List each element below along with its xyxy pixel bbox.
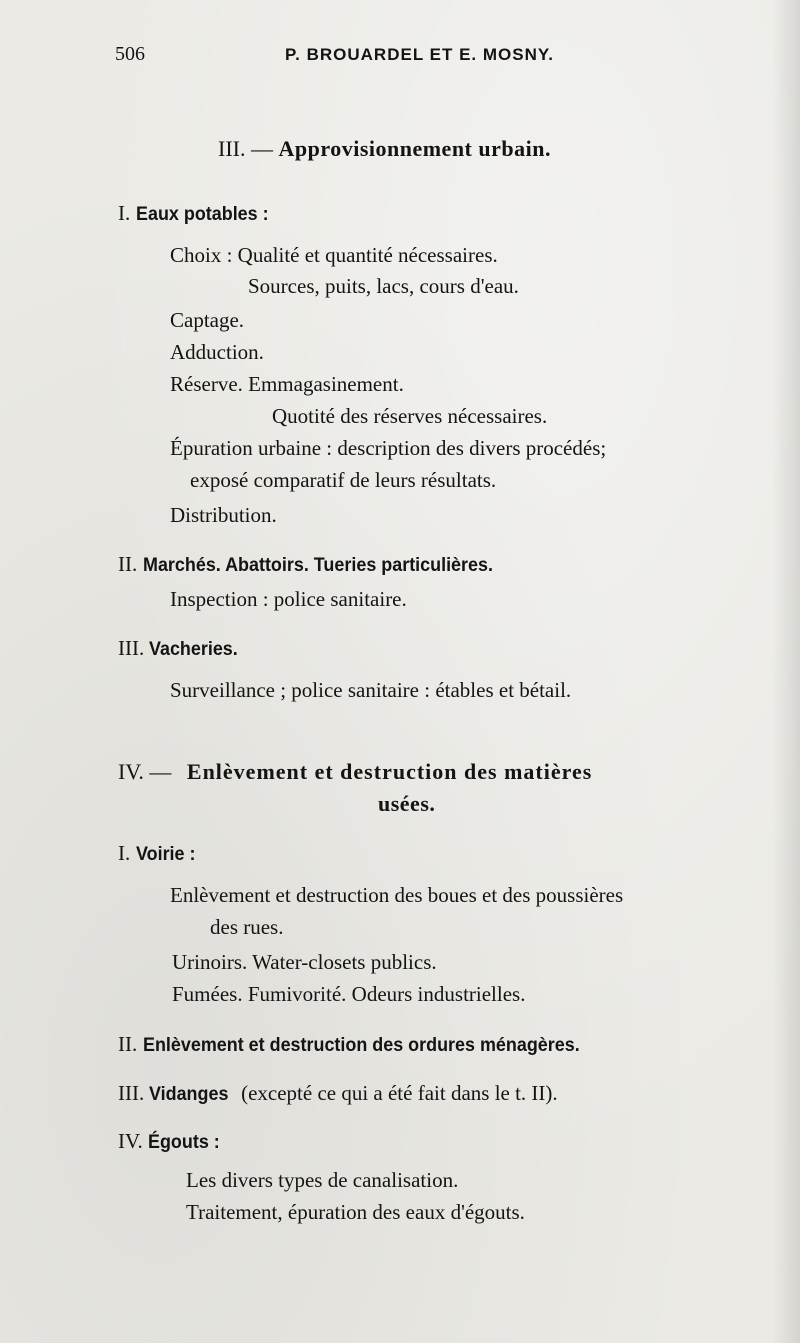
section-label: II. [118, 552, 138, 576]
section-label: I. [118, 201, 131, 225]
text-line: Fumées. Fumivorité. Odeurs industrielles. [172, 982, 526, 1006]
section-vacheries-heading [118, 635, 246, 662]
section-label: I. [118, 841, 131, 865]
text-line: Urinoirs. Water-closets publics. [172, 950, 437, 974]
text-line: Captage. [170, 308, 245, 332]
text-line: Réserve. Emmagasinement. [170, 372, 404, 396]
text-line: Surveillance ; police sanitaire : étables et bétail. [170, 678, 572, 702]
page-edge-shadow [772, 0, 800, 1343]
section-title: Marchés. Abattoirs. Tueries particulières. [142, 554, 493, 576]
section-label: III. [118, 1081, 145, 1105]
section-vidanges-heading [118, 1080, 558, 1107]
part-4-heading [118, 759, 592, 785]
section-title: Eaux potables : [135, 203, 269, 225]
part-3-title: Approvisionnement urbain. [278, 136, 551, 161]
text-line: Quotité des réserves nécessaires. [272, 404, 548, 428]
text-line: Choix : Qualité et quantité nécessaires. [170, 243, 498, 267]
section-note: (excepté ce qui a été fait dans le t. II). [241, 1081, 558, 1105]
page-number: 506 [115, 43, 145, 65]
part-4-title-line-2: usées. [378, 791, 436, 816]
section-title: Égouts : [147, 1131, 220, 1153]
section-label: IV. [118, 1129, 143, 1153]
text-line: Traitement, épuration des eaux d'égouts. [186, 1200, 525, 1224]
section-eaux-potables-heading [118, 200, 280, 227]
running-head: P. BROUARDEL ET E. MOSNY. [285, 45, 555, 64]
section-title: Enlèvement et destruction des ordures ménagères. [142, 1034, 580, 1056]
text-line: Sources, puits, lacs, cours d'eau. [248, 274, 519, 298]
section-label: II. [118, 1032, 138, 1056]
text-line: Inspection : police sanitaire. [170, 587, 407, 611]
text-line: des rues. [210, 915, 284, 939]
section-title: Vidanges [149, 1083, 229, 1105]
section-egouts-heading [118, 1128, 226, 1155]
section-title: Voirie : [135, 843, 195, 865]
text-line: Les divers types de canalisation. [186, 1168, 459, 1192]
part-4-title: Enlèvement et destruction des matières [186, 759, 593, 784]
section-voirie-heading [118, 840, 200, 867]
text-line: exposé comparatif de leurs résultats. [190, 468, 497, 492]
section-title: Vacheries. [149, 638, 239, 660]
section-label: III. [118, 636, 145, 660]
part-3-heading [218, 136, 551, 162]
part-3-number: III. — [218, 136, 273, 161]
text-line: Adduction. [170, 340, 264, 364]
text-line: Distribution. [170, 503, 277, 527]
section-ordures-heading [118, 1031, 617, 1058]
part-4-number: IV. — [118, 759, 172, 784]
text-line: Épuration urbaine : description des divers procédés; [170, 436, 607, 460]
section-marches-heading [118, 551, 523, 578]
text-line: Enlèvement et destruction des boues et des poussières [170, 883, 624, 907]
part-4-title-continued [378, 791, 435, 817]
